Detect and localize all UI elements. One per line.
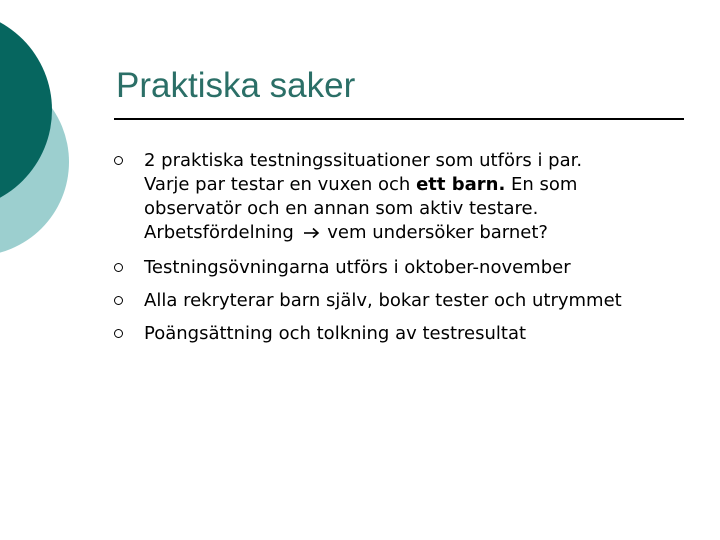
hollow-circle-bullet-icon: [114, 329, 123, 338]
hollow-circle-bullet-icon: [114, 156, 123, 165]
bullet-line: observatör och en annan som aktiv testare.: [144, 198, 539, 219]
hollow-circle-bullet-icon: [114, 263, 123, 272]
bullet-line: 2 praktiska testningssituationer som utförs i par.: [144, 150, 583, 171]
bullet-text: Arbetsfördelning: [144, 222, 300, 243]
bullet-line: [144, 221, 694, 245]
right-arrow-icon: [303, 227, 320, 239]
bullet-text: Alla rekryterar barn själv, bokar tester och utrymmet: [144, 290, 622, 311]
bullet-item-scoring: [114, 322, 694, 346]
slide-title: Praktiska saker: [116, 66, 356, 105]
bullet-text: Testningsövningarna utförs i oktober-november: [144, 257, 571, 278]
bullet-item-recruiting: [114, 289, 694, 313]
bullet-list: [114, 149, 694, 355]
bullet-line: [144, 173, 694, 197]
hollow-circle-bullet-icon: [114, 296, 123, 305]
bullet-bold-text: ett barn.: [416, 174, 506, 195]
bullet-item-testing-situations: [114, 149, 694, 245]
bullet-text: Poängsättning och tolkning av testresultat: [144, 323, 527, 344]
bullet-item-schedule: [114, 256, 694, 280]
decorative-circles: [0, 0, 80, 280]
bullet-text: vem undersöker barnet?: [321, 222, 548, 243]
bullet-text: Varje par testar en vuxen och: [144, 174, 417, 195]
bullet-text: En som: [505, 174, 578, 195]
title-divider: [114, 118, 684, 120]
